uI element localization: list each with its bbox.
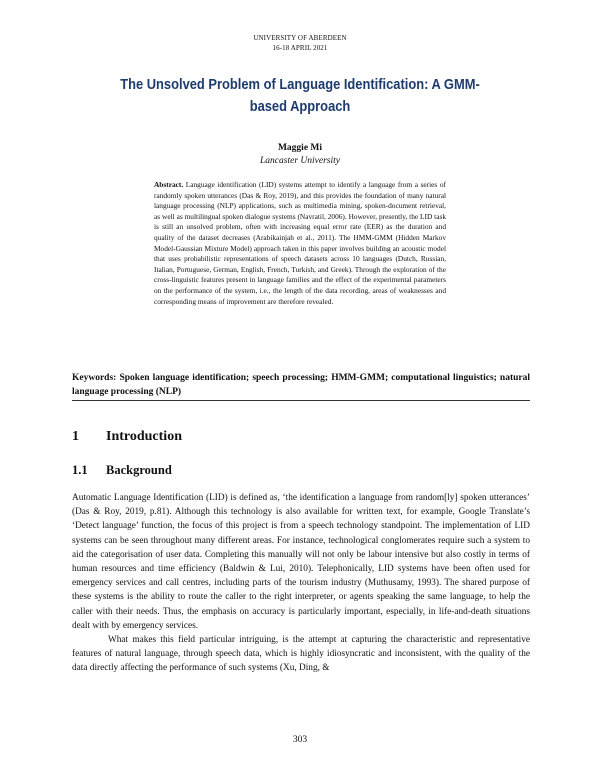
body-paragraph: What makes this field particular intriguing, is the attempt at capturing the characteristic and representative features of natural language, through speech data, which is highly idiosyncratic and inconsistent, with the quality of the data directly affecting the performance of such systems (Xu, Ding, & [72, 635, 530, 674]
section-number: 1 [72, 429, 79, 444]
abstract-label: Abstract. [154, 180, 184, 189]
keywords [72, 372, 530, 399]
author-name: Maggie Mi [277, 143, 323, 153]
paper-title: The Unsolved Problem of Language Identification: A GMM-based Approach [120, 76, 480, 115]
author-affiliation: Lancaster University [260, 156, 340, 166]
page-number: 303 [292, 735, 308, 745]
separator-rule [72, 400, 530, 401]
header-institution: UNIVERSITY OF ABERDEEN [253, 34, 347, 42]
keywords-text: Spoken language identification; speech processing; HMM-GMM; computational linguistics; natural language processing (NLP) [72, 373, 531, 397]
subsection-title: Background [106, 463, 172, 477]
body-paragraph: Automatic Language Identification (LID) is defined as, ‘the identification a language from random[ly] spoken utterances’ (Das & Roy, 2019, p.81). Although this technology is also available for written text, for example, Google Translate’s ‘Detect language’ function, the focus of this project is from a speech technology standpoint. The implementation of LID systems can be seen throughout many different areas. For instance, technological conglomerates require such a system to aid the categorisation of user data. Completing this manually will not only be labour intensive but also costly in terms of human resources and time efficiency (Baldwin & Lui, 2010). Telephonically, LID systems have been often used for emergency services and call centres, including parts of the tourism industry (Muthusamy, 1993). The shared purpose of these systems is the ability to route the caller to the right interpreter, or agents speaking the same language, to help the caller with their needs. Thus, the emphasis on accuracy is particularly important, especially, in life-and-death situations dealt with by emergency services. [72, 493, 530, 631]
keywords-label: Keywords: [72, 373, 117, 383]
header-dates: 16-18 APRIL 2021 [272, 43, 328, 52]
conference-header [0, 34, 600, 53]
section-title: Introduction [106, 429, 182, 444]
subsection-number: 1.1 [72, 463, 88, 477]
abstract-text: Language identification (LID) systems attempt to identify a language from a series of randomly spoken utterances (Das & Roy, 2019), and this provides the foundation of many natural language processing (NLP) applications, such as multimedia mining, spoken-document retrieval, as well as multilingual spoken dialogue systems (Navratil, 2006). However, presently, the LID task is still an unsolved problem, often with increasing equal error rate (EER) as the duration and quality of the dataset decreases (Arabikainjah et al., 2011). The HMM-GMM (Hidden Markov Model-Gaussian Mixture Model) approach taken in this paper involves building an acoustic model that uses probabilistic representations of speech datasets across 10 languages (Dutch, Russian, Italian, Portuguese, German, English, French, Turkish, and Greek). Through the exploration of the cross-linguistic features present in language families and the effect of the experimental parameters on the performance of the system, i.e., the length of the data recording, areas of weaknesses and corresponding means of improvement are therefore revealed. [154, 180, 446, 306]
body-text [72, 491, 530, 676]
abstract [154, 180, 446, 307]
